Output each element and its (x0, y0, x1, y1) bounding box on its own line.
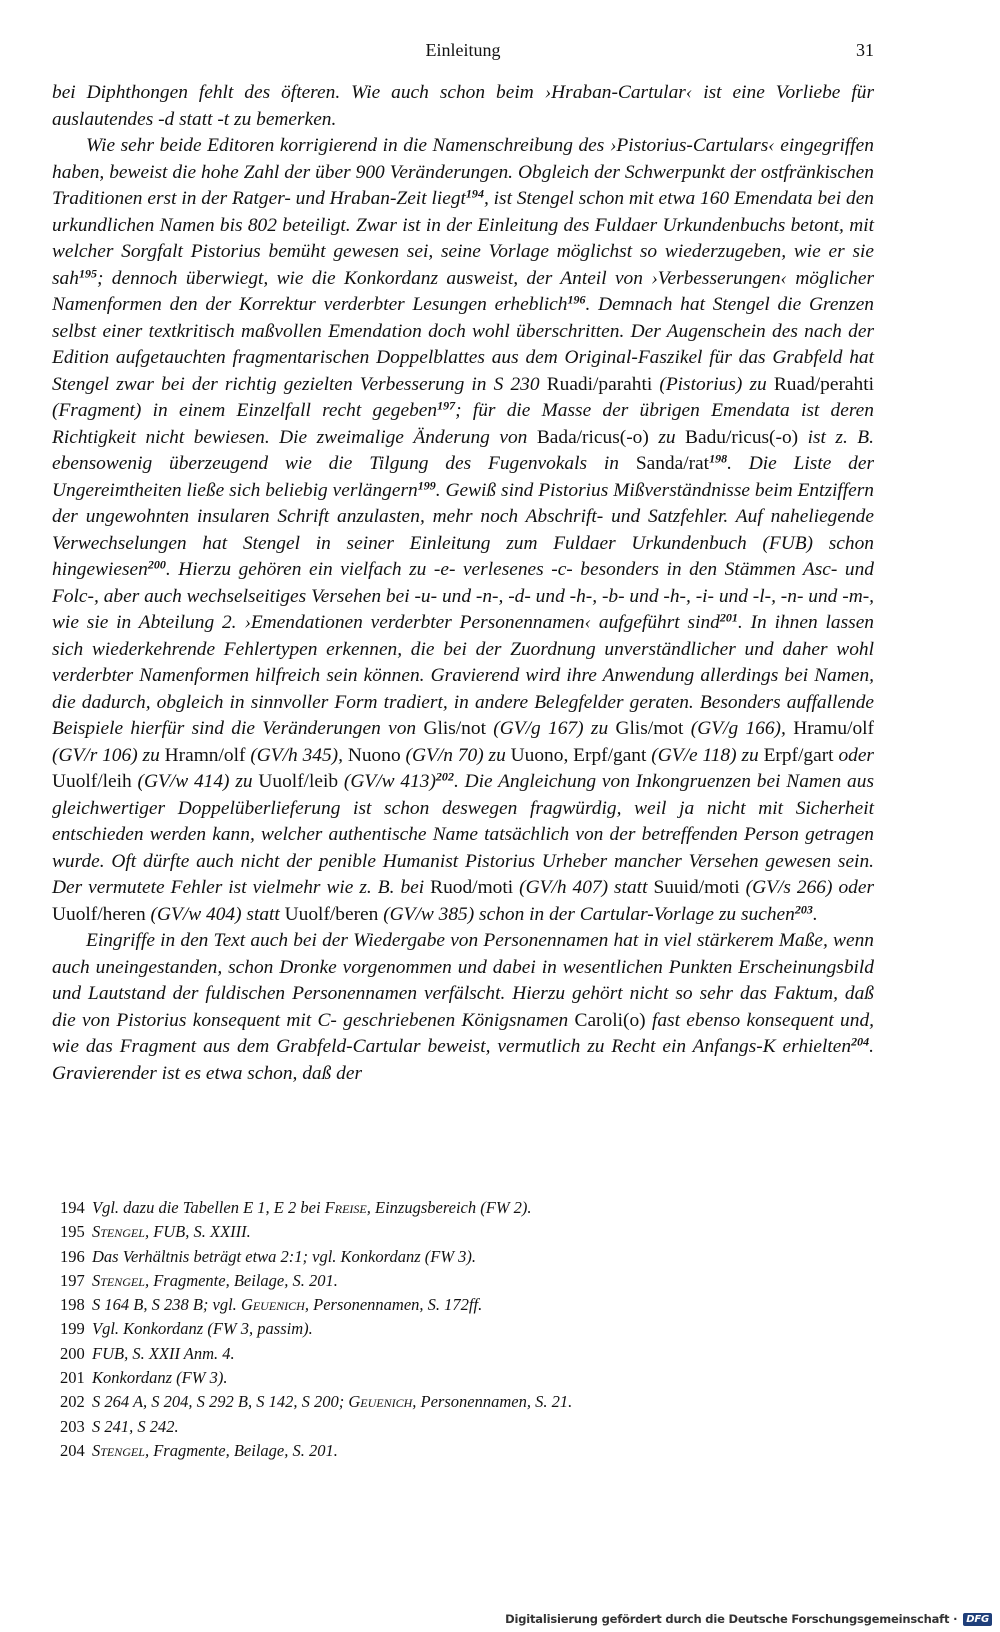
text-run: , FUB, S. XXIII. (144, 1222, 251, 1242)
footnote-ref: 199 (417, 477, 436, 492)
text-run: . Die Liste der Ungereimtheiten ließe sich beliebig verlängern (52, 453, 875, 501)
personal-name: Ruod/moti (430, 877, 514, 898)
footnote-ref: 204 (851, 1034, 870, 1049)
personal-name: Sanda/rat (635, 453, 710, 474)
text-run: (GV/h 345), (245, 744, 348, 766)
footnote-number: 197 (60, 1270, 85, 1290)
text-run: (GV/w 385) schon in der Cartular-Vorlage zu suchen (378, 903, 795, 925)
footnote-number: 204 (60, 1440, 85, 1460)
personal-name: Caroli(o) (574, 1009, 646, 1031)
text-run: , Einzugsbereich (FW 2). (366, 1198, 532, 1217)
footnote (60, 1342, 874, 1366)
text-run: S 264 A, S 204, S 292 B, S 142, S 200; (92, 1392, 349, 1412)
footnote-ref: 196 (567, 292, 586, 307)
footnote (60, 1439, 874, 1463)
text-run: ist z. B. ebensowenig überzeugend wie die Tilgung des Fugenvokals in (52, 426, 874, 474)
personal-name: Erpf/gart (763, 744, 834, 766)
paragraph (52, 80, 874, 133)
author-name: Geuenich (348, 1392, 413, 1412)
text-run: (GV/g 166), (683, 718, 794, 739)
author-name: Freise (324, 1198, 367, 1217)
author-name: Stengel (92, 1270, 145, 1290)
footnote-number: 198 (60, 1295, 85, 1315)
text-run: S 241, S 242. (92, 1416, 179, 1436)
running-header (52, 40, 874, 66)
personal-name: Hramu/olf (793, 718, 874, 739)
text-run: (GV/h 407) statt (513, 877, 654, 898)
text-run: (GV/w 414) zu (131, 771, 259, 792)
footnote-number: 195 (60, 1222, 85, 1242)
footnote (60, 1220, 874, 1244)
text-run: FUB, S. XXII Anm. 4. (92, 1343, 235, 1363)
text-run: ; dennoch überwiegt, wie die Konkordanz ausweist, der Anteil von ›Verbesserungen‹ möglicher Namenformen den der Korrektur verderbter Lesungen erheblich (52, 267, 874, 315)
text-run: , Fragmente, Beilage, S. 201. (144, 1440, 338, 1460)
footnote (60, 1390, 874, 1414)
text-run: . Gravierender ist es etwa schon, daß der (52, 1036, 874, 1084)
personal-name: Bada/ricus(-o) (536, 426, 649, 448)
footnotes (60, 1196, 874, 1463)
text-run: (Fragment) in einem Einzelfall recht gegeben (52, 400, 438, 421)
text-run: Wie sehr beide Editoren korrigierend in die Namenschreibung des ›Pistorius-Cartulars‹ eingegriffen haben, beweist die hohe Zahl der über 900 Veränderungen. Obgleich der Schwerpunkt der ostfränkischen Traditionen erst in der Ratger- und Hraban-Zeit liegt (52, 135, 874, 209)
dfg-logo: DFG (963, 1613, 992, 1626)
text-run: , Personennamen, S. 21. (412, 1392, 573, 1412)
footnote (60, 1317, 874, 1341)
personal-name: Ruadi/parahti (546, 373, 653, 395)
personal-name: Uuolf/leib (258, 771, 339, 792)
footnote (60, 1196, 874, 1220)
text-run: , Personennamen, S. 172ff. (304, 1295, 483, 1315)
text-run: (GV/n 70) zu (400, 744, 511, 766)
personal-name: Glis/mot (615, 718, 684, 739)
text-run: Vgl. dazu die Tabellen E 1, E 2 bei (92, 1198, 325, 1217)
running-title: Einleitung (425, 40, 501, 60)
footnote-number: 201 (60, 1368, 85, 1388)
footnote (60, 1415, 874, 1439)
footnote-number: 196 (60, 1246, 85, 1266)
footnote-number: 200 (60, 1343, 85, 1363)
text-run: . Demnach hat Stengel die Grenzen selbst einer textkritisch maßvollen Emendation doch wohl überschritten. Der Augenschein des nach der Edition aufgetauchten fragmentarischen Doppelblattes aus dem Original-Faszikel für das Grabfeld hat Stengel zwar bei der richtig gezielten Verbesserung in S 230 (52, 294, 874, 395)
personal-name: Ruad/perahti (773, 373, 874, 395)
personal-name: Uuolf/beren (284, 903, 379, 925)
footnote-number: 194 (60, 1198, 85, 1217)
personal-name: Nuono (347, 744, 401, 766)
footnote (60, 1366, 874, 1390)
text-run: oder (833, 744, 874, 766)
page-number: 31 (856, 40, 874, 60)
paragraph (52, 928, 874, 1087)
footnote-number: 203 (60, 1416, 85, 1436)
footnote-number: 202 (60, 1392, 85, 1412)
author-name: Geuenich (240, 1295, 305, 1315)
text-run: (GV/s 266) oder (739, 877, 874, 898)
text-run: (GV/r 106) zu (52, 744, 165, 766)
footnote (60, 1269, 874, 1293)
main-text (52, 80, 874, 1087)
text-run: , Fragmente, Beilage, S. 201. (144, 1270, 338, 1290)
text-run: . Gewiß sind Pistorius Mißverständnisse beim Entziffern der ungewohnten insularen Schrift anzulasten, mehr noch Abschrift- und Satzfehler. Auf naheliegende Verwechselungen hat Stengel in seiner Einleitung zum Fuldaer Urkundenbuch (FUB) schon hingewiesen (52, 479, 874, 580)
author-name: Stengel (92, 1440, 145, 1460)
text-run: zu (648, 426, 686, 448)
text-run: Vgl. Konkordanz (FW 3, passim). (92, 1319, 313, 1339)
credit-text: Digitalisierung gefördert durch die Deutsche Forschungsgemeinschaft · (505, 1612, 958, 1626)
personal-name: Hramn/olf (164, 744, 246, 766)
personal-name: Uuolf/leih (52, 771, 132, 792)
footnote-ref: 200 (147, 557, 166, 572)
personal-name: Glis/not (423, 718, 486, 739)
text-run: (GV/g 167) zu (485, 718, 616, 739)
personal-name: Suuid/moti (653, 877, 740, 898)
text-run: bei Diphthongen fehlt des öfteren. Wie auch schon beim ›Hraban-Cartular‹ ist eine Vorliebe für auslautendes -d statt -t zu bemerken. (52, 82, 874, 130)
footnote-ref: 203 (794, 901, 813, 916)
text-run: (GV/w 413) (338, 771, 436, 792)
text-run: , ist Stengel schon mit etwa 160 Emendata bei den urkundlichen Namen bis 802 beteiligt. Zwar ist in der Einleitung des Fuldaer Urkundenbuchs betont, mit welcher Sorgfalt Pistorius bemüht gewesen sei, seine Vorlage möglichst so wiederzugeben, wie er sie sah (52, 188, 874, 289)
text-run: Das Verhältnis beträgt etwa 2:1; vgl. Konkordanz (FW 3). (92, 1246, 477, 1266)
text-run: Eingriffe in den Text auch bei der Wiedergabe von Personennamen hat in viel stärkerem Maße, wenn auch uneingestanden, schon Dronke vorgenommen und dabei in wesentlichen Punkten Erscheinungsbild und Lautstand der fuldischen Personennamen verfälscht. Hierzu gehört nicht so sehr das Faktum, daß die von Pistorius konsequent mit C- geschriebenen Königsnamen (52, 930, 874, 1031)
footnote-ref: 197 (437, 398, 456, 413)
text-run: Konkordanz (FW 3). (92, 1368, 228, 1388)
footnote-ref: 201 (719, 610, 738, 625)
text-run: ; für die Masse der übrigen Emendata ist deren Richtigkeit nicht bewiesen. Die zweimalige Änderung von (52, 400, 874, 448)
footnote (60, 1245, 874, 1269)
text-run: fast ebenso konsequent und, wie das Fragment aus dem Grabfeld-Cartular beweist, vermutlich zu Recht ein Anfangs-K erhielten (52, 1009, 874, 1057)
digitization-credit (505, 1612, 992, 1626)
text-run: (GV/e 118) zu (646, 744, 764, 766)
text-run: S 164 B, S 238 B; vgl. (92, 1295, 241, 1315)
text-run: . Hierzu gehören ein vielfach zu -e- verlesenes -c- besonders in den Stämmen Asc- und Folc-, aber auch wechselseitiges Versehen bei -u- und -n-, -d- und -h-, -b- und -h-, -i- und -l-, -n- und -m-, wie sie in Abteilung 2. ›Emendationen verderbter Personennamen‹ aufgeführt sind (52, 559, 874, 633)
text-run: (Pistorius) zu (652, 373, 774, 395)
text-run: (GV/w 404) statt (145, 903, 285, 925)
footnote-ref: 202 (435, 769, 454, 784)
footnote (60, 1293, 874, 1317)
paragraph (52, 133, 874, 928)
personal-name: Uuolf/heren (52, 903, 146, 925)
footnote-number: 199 (60, 1319, 85, 1339)
text-run: . (812, 903, 818, 925)
footnote-ref: 198 (709, 451, 728, 466)
footnote-ref: 195 (78, 265, 97, 280)
author-name: Stengel (92, 1222, 145, 1242)
footnote-ref: 194 (465, 186, 484, 201)
personal-name: Badu/ricus(-o) (685, 426, 799, 448)
personal-name: Uuono, Erpf/gant (510, 744, 647, 766)
text-run: . Die Angleichung von Inkongruenzen bei Namen aus gleichwertiger Doppelüberlieferung ist schon deswegen fragwürdig, weil ja nicht mit Sicherheit entschieden werden kann, welcher authentische Name tatsächlich von der betreffenden Person getragen wurde. Oft dürfte auch nicht der penible Humanist Pistorius Urheber mancher Versehen gewesen sein. Der vermutete Fehler ist vielmehr wie z. B. bei (52, 771, 874, 898)
text-run: . In ihnen lassen sich wiederkehrende Fehlertypen erkennen, die bei der Zuordnung unverständlicher und daher wohl verderbter Namenformen hilfreich sein können. Gravierend wird ihre Anwendung allerdings bei Namen, die dadurch, obgleich in sinnvoller Form tradiert, in andere Belegfelder geraten. Besonders auffallende Beispiele hierfür sind die Veränderungen von (52, 612, 874, 739)
